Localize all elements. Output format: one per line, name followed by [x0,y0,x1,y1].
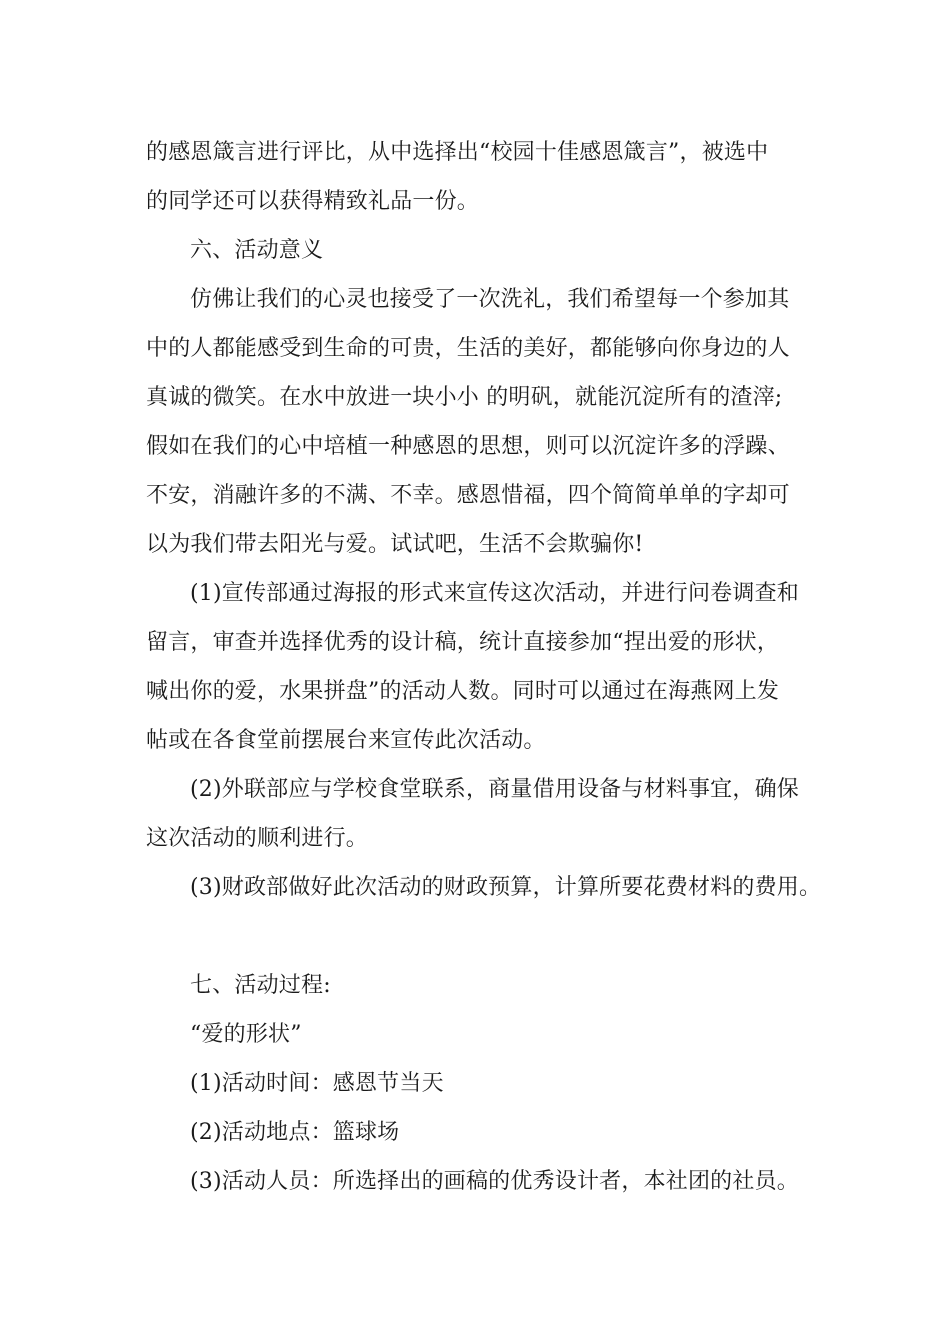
list-item-line: (3)财政部做好此次活动的财政预算，计算所要花费材料的费用。 [190,875,822,900]
document-body [146,128,822,1206]
list-item-line: 留言，审查并选择优秀的设计稿，统计直接参加“捏出爱的形状， [146,630,780,655]
list-item-line: 这次活动的顺利进行。 [146,826,369,851]
list-item-line: 帖或在各食堂前摆展台来宣传此次活动。 [146,728,546,753]
list-item-line: (3)活动人员：所选择出的画稿的优秀设计者，本社团的社员。 [190,1169,799,1194]
section-heading-process: 七、活动过程: [190,973,331,998]
subheading-line: “爱的形状” [190,1022,302,1047]
paragraph-line: 以为我们带去阳光与爱。试试吧，生活不会欺骗你! [146,532,644,557]
list-item-line: 喊出你的爱，水果拼盘”的活动人数。同时可以通过在海燕网上发 [146,679,780,704]
list-item-line: (1)宣传部通过海报的形式来宣传这次活动，并进行问卷调查和 [190,581,799,606]
paragraph-line: 的感恩箴言进行评比，从中选择出“校园十佳感恩箴言”，被选中 [146,140,769,165]
list-item-line: (2)外联部应与学校食堂联系，商量借用设备与材料事宜，确保 [190,777,799,802]
blank-line [146,912,816,961]
paragraph-line: 仿佛让我们的心灵也接受了一次洗礼，我们希望每一个参加其 [190,287,790,312]
list-item-line: (2)活动地点：篮球场 [190,1120,400,1145]
paragraph-line: 的同学还可以获得精致礼品一份。 [146,189,480,214]
paragraph-line: 不安，消融许多的不满、不幸。感恩惜福，四个简简单单的字却可 [146,483,790,508]
section-heading-significance: 六、活动意义 [190,238,324,263]
paragraph-line: 真诚的微笑。在水中放进一块小小 的明矾，就能沉淀所有的渣滓; [146,385,783,410]
list-item-line: (1)活动时间：感恩节当天 [190,1071,444,1096]
paragraph-line: 中的人都能感受到生命的可贵，生活的美好，都能够向你身边的人 [146,336,790,361]
paragraph-line: 假如在我们的心中培植一种感恩的思想，则可以沉淀许多的浮躁、 [146,434,790,459]
